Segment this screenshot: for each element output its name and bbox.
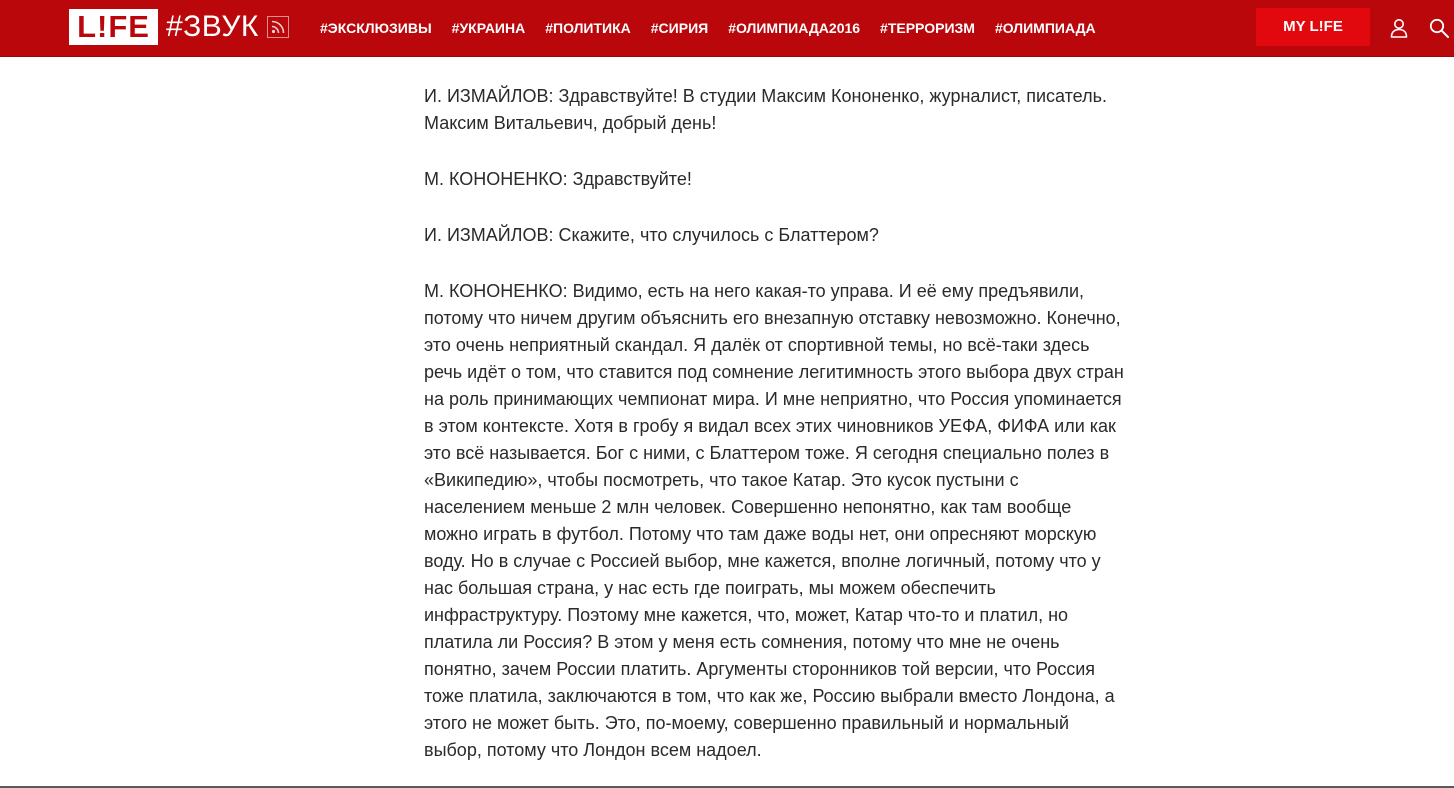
tag-politics[interactable]: #ПОЛИТИКА [545, 20, 631, 36]
article-paragraph: И. ИЗМАЙЛОВ: Скажите, что случилось с Блаттером? [424, 225, 879, 245]
search-icon[interactable] [1428, 17, 1450, 39]
tag-exclusives[interactable]: #ЭКСКЛЮЗИВЫ [320, 20, 432, 36]
article-body [424, 83, 1124, 788]
tag-olympics[interactable]: #ОЛИМПИАДА [994, 20, 1096, 36]
tag-syria[interactable]: #СИРИЯ [650, 20, 709, 36]
my-life-button[interactable]: MY L!FE [1256, 8, 1370, 46]
user-icon[interactable] [1388, 17, 1410, 39]
tag-terrorism[interactable]: #ТЕРРОРИЗМ [880, 20, 975, 36]
life-logo[interactable]: L!FE [69, 9, 158, 45]
section-title[interactable]: #ЗВУК [166, 10, 259, 43]
top-navigation-bar [0, 0, 1454, 57]
article-paragraph: И. ИЗМАЙЛОВ: Здравствуйте! В студии Максим Кононенко, журналист, писатель. Максим Витальевич, добрый день! [424, 86, 1107, 133]
tag-ukraine[interactable]: #УКРАИНА [451, 20, 526, 36]
rss-icon[interactable] [267, 16, 289, 38]
article-paragraph: М. КОНОНЕНКО: Здравствуйте! [424, 169, 692, 189]
tag-olympics-2016[interactable]: #ОЛИМПИАДА2016 [728, 20, 861, 36]
article-paragraph: М. КОНОНЕНКО: Видимо, есть на него какая-то управа. И её ему предъявили, потому что ничем другим объяснить его внезапную отставку невозможно. Конечно, это очень неприятный скандал. Я далёк от спортивной темы, но всё-таки здесь речь идёт о том, что ставится под сомнение легитимность этого выбора двух стран на роль принимающих чемпионат мира. И мне неприятно, что Россия упоминается в этом контексте. Хотя в гробу я видал всех этих чиновников УЕФА, ФИФА или как это всё называется. Бог с ними, с Блаттером тоже. Я сегодня специально полез в «Википедию», чтобы посмотреть, что такое Катар. Это кусок пустыни с населением меньше 2 млн человек. Совершенно непонятно, как там вообще можно играть в футбол. Потому что там даже воды нет, они опресняют морскую воду. Но в случае с Россией выбор, мне кажется, вполне логичный, потому что у нас большая страна, у нас есть где поиграть, мы можем обеспечить инфраструктуру. Поэтому мне кажется, что, может, Катар что-то и платил, но платила ли Россия? В этом у меня есть сомнения, потому что мне не очень понятно, зачем России платить. Аргументы сторонников той версии, что Россия тоже платила, заключаются в том, что как же, Россию выбрали вместо Лондона, а этого не может быть. Это, по-моему, совершенно правильный и нормальный выбор, потому что Лондон всем надоел. [424, 281, 1124, 760]
hashtag-nav [320, 0, 1116, 56]
